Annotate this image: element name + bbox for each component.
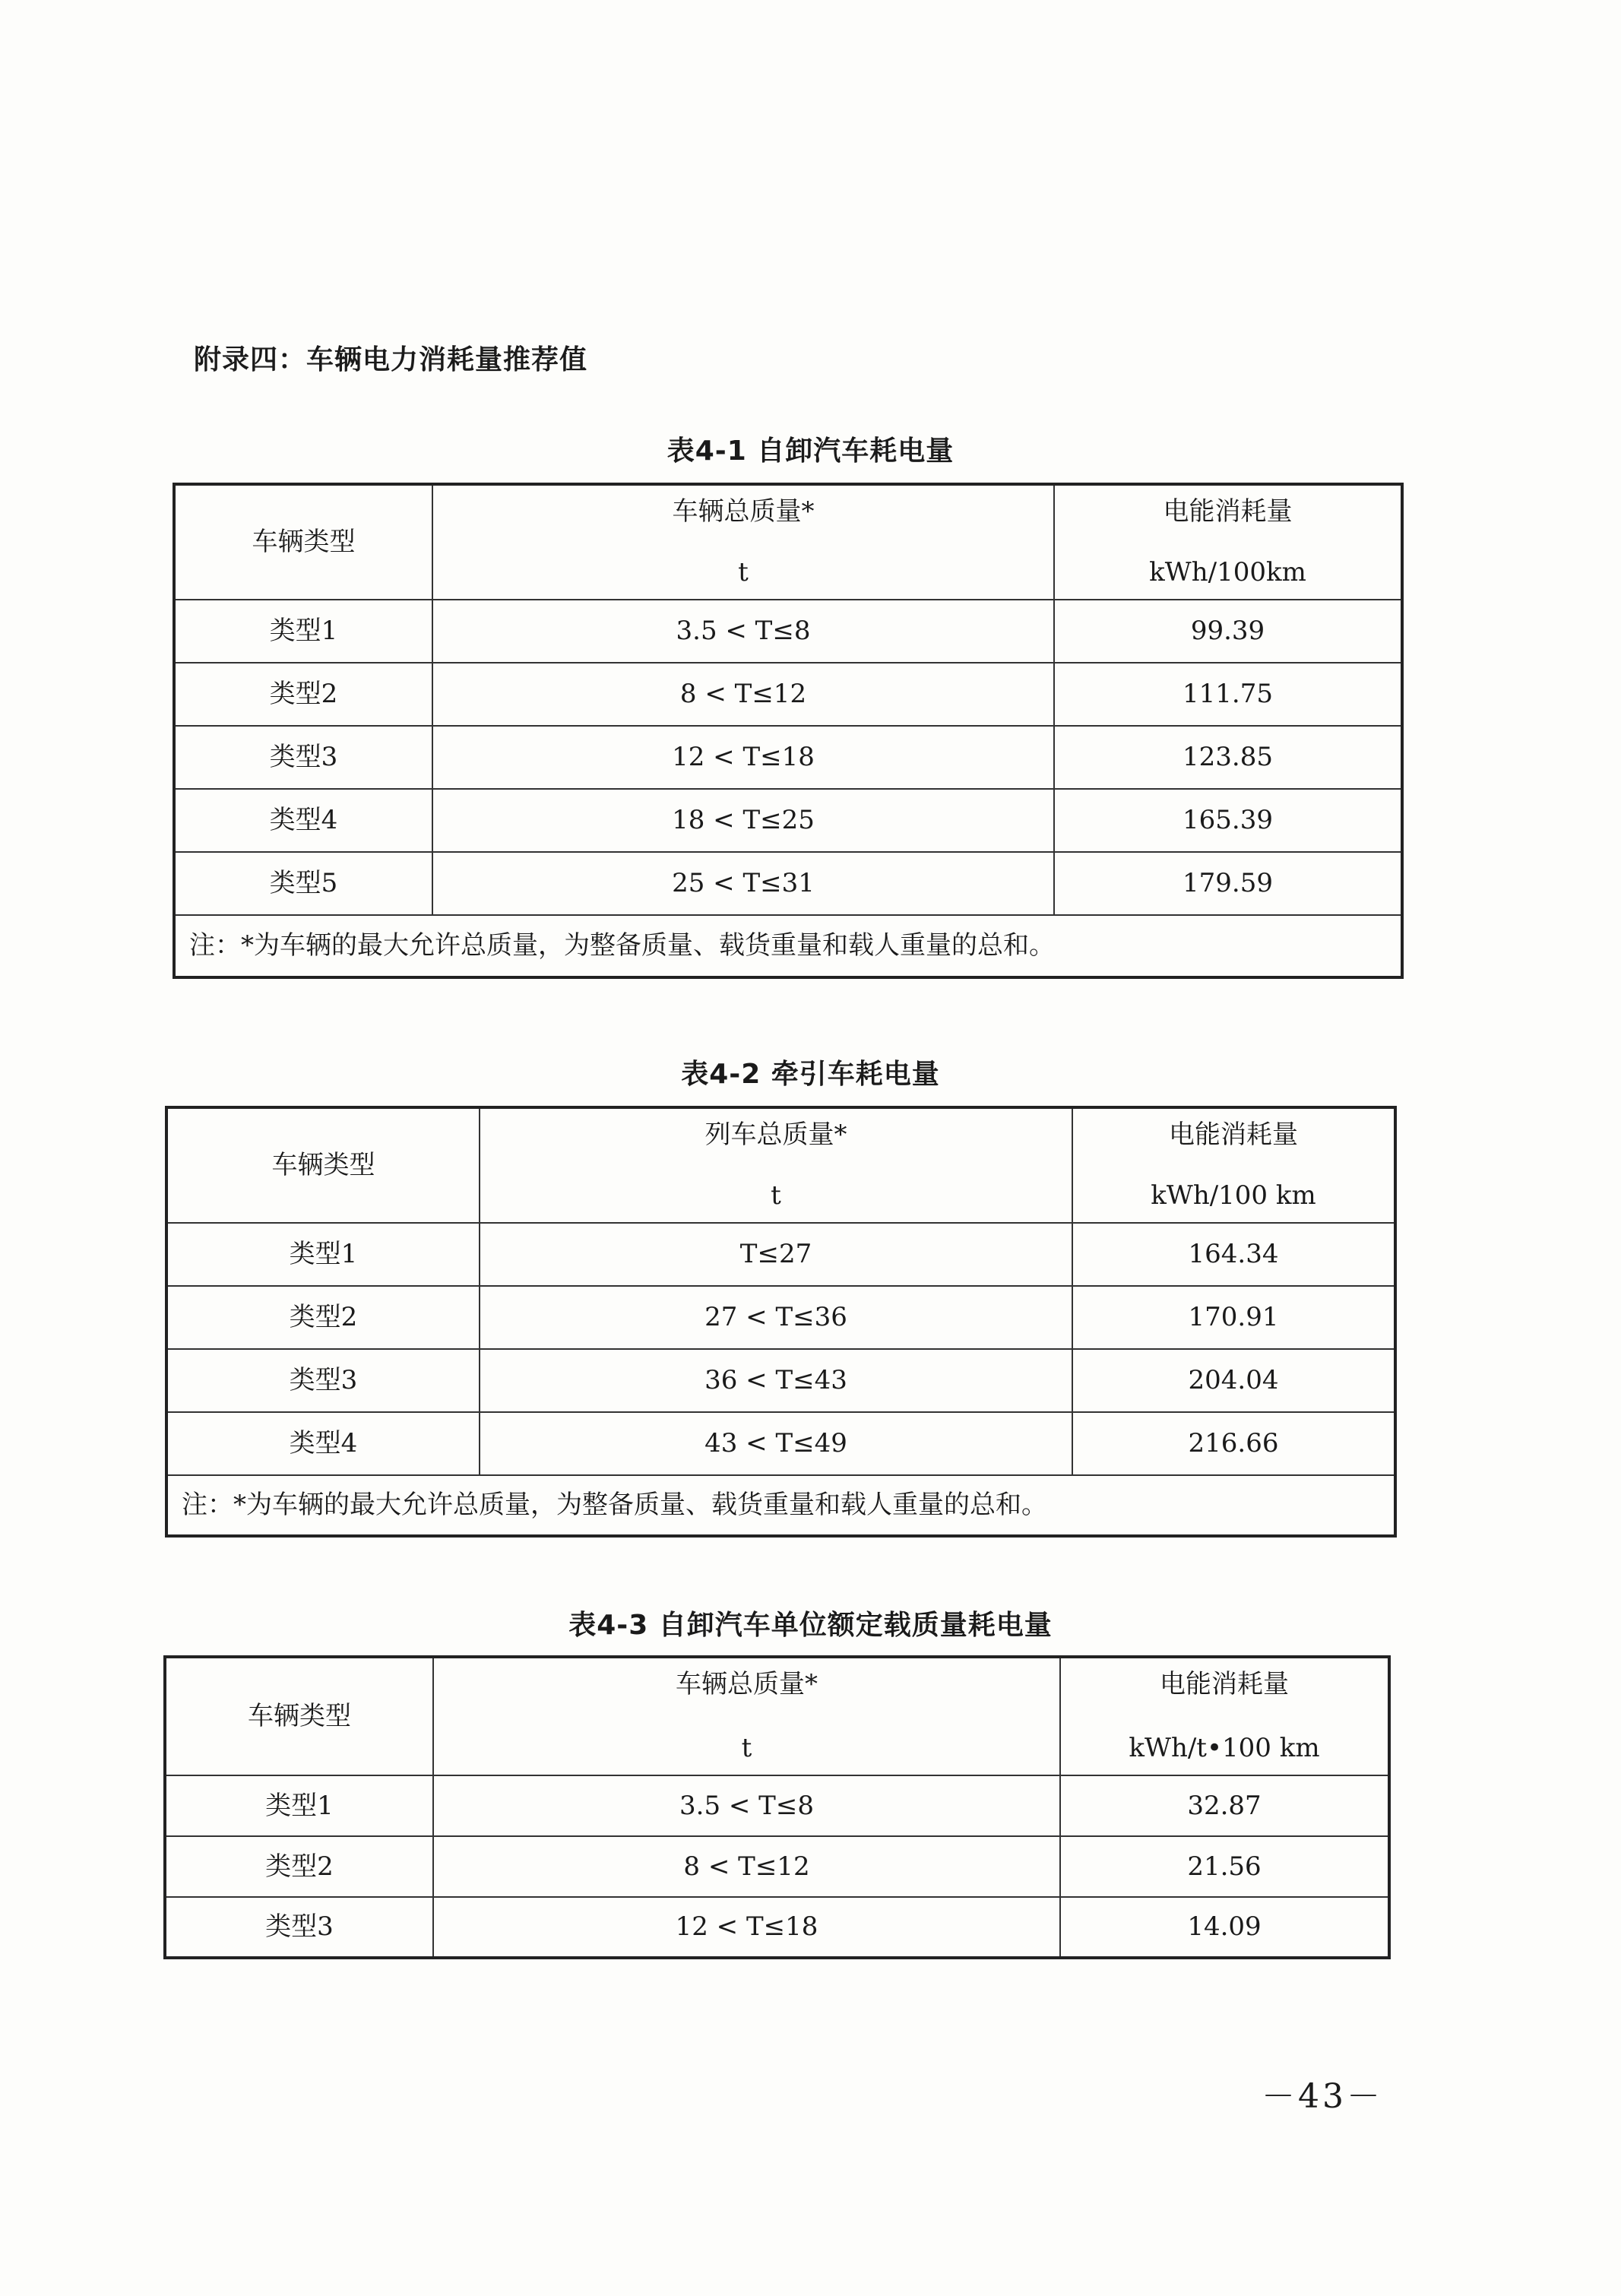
cell-mass-range: 43 < T≤49 bbox=[480, 1412, 1072, 1475]
cell-energy-value: 14.09 bbox=[1060, 1897, 1389, 1958]
table-note-row bbox=[166, 1475, 1395, 1536]
table-row bbox=[174, 852, 1402, 915]
table-note: 注：*为车辆的最大允许总质量，为整备质量、载货重量和载人重量的总和。 bbox=[174, 915, 1402, 977]
cell-type: 类型1 bbox=[166, 1223, 480, 1286]
header-mass: 列车总质量* bbox=[480, 1107, 1072, 1165]
header-mass: 车辆总质量* bbox=[433, 1657, 1060, 1716]
table-row bbox=[166, 1223, 1395, 1286]
table-header-row bbox=[166, 1107, 1395, 1165]
cell-type: 类型5 bbox=[174, 852, 432, 915]
table-header-row bbox=[174, 484, 1402, 542]
table-4-3 bbox=[163, 1655, 1391, 1959]
table-4-3-caption: 表4-3 自卸汽车单位额定载质量耗电量 bbox=[568, 1610, 1053, 1641]
header-mass-unit: t bbox=[480, 1165, 1072, 1223]
cell-type: 类型3 bbox=[166, 1349, 480, 1412]
cell-energy-value: 179.59 bbox=[1054, 852, 1402, 915]
cell-type: 类型4 bbox=[166, 1412, 480, 1475]
table-4-1 bbox=[173, 483, 1404, 979]
table-row bbox=[174, 600, 1402, 663]
cell-type: 类型4 bbox=[174, 789, 432, 852]
cell-energy-value: 164.34 bbox=[1072, 1223, 1395, 1286]
cell-energy-value: 21.56 bbox=[1060, 1836, 1389, 1897]
cell-energy-value: 170.91 bbox=[1072, 1286, 1395, 1349]
header-energy: 电能消耗量 bbox=[1054, 484, 1402, 542]
cell-mass-range: 3.5 < T≤8 bbox=[433, 1775, 1060, 1836]
header-energy: 电能消耗量 bbox=[1072, 1107, 1395, 1165]
cell-mass-range: 12 < T≤18 bbox=[433, 1897, 1060, 1958]
cell-energy-value: 204.04 bbox=[1072, 1349, 1395, 1412]
cell-mass-range: 25 < T≤31 bbox=[432, 852, 1054, 915]
cell-mass-range: 18 < T≤25 bbox=[432, 789, 1054, 852]
table-row bbox=[174, 789, 1402, 852]
cell-mass-range: 3.5 < T≤8 bbox=[432, 600, 1054, 663]
cell-energy-value: 32.87 bbox=[1060, 1775, 1389, 1836]
header-mass-unit: t bbox=[433, 1716, 1060, 1775]
cell-mass-range: T≤27 bbox=[480, 1223, 1072, 1286]
page-number: －43－ bbox=[1262, 2077, 1383, 2116]
header-vehicle-type: 车辆类型 bbox=[174, 484, 432, 600]
table-4-1-caption: 表4-1 自卸汽车耗电量 bbox=[666, 435, 955, 467]
cell-energy-value: 216.66 bbox=[1072, 1412, 1395, 1475]
table-row bbox=[166, 1349, 1395, 1412]
cell-mass-range: 8 < T≤12 bbox=[432, 663, 1054, 726]
cell-mass-range: 36 < T≤43 bbox=[480, 1349, 1072, 1412]
cell-type: 类型1 bbox=[174, 600, 432, 663]
cell-type: 类型2 bbox=[165, 1836, 433, 1897]
table-4-2 bbox=[165, 1106, 1397, 1538]
cell-type: 类型1 bbox=[165, 1775, 433, 1836]
cell-energy-value: 165.39 bbox=[1054, 789, 1402, 852]
table-row bbox=[165, 1836, 1389, 1897]
appendix-heading: 附录四：车辆电力消耗量推荐值 bbox=[194, 344, 588, 375]
table-note: 注：*为车辆的最大允许总质量，为整备质量、载货重量和载人重量的总和。 bbox=[166, 1475, 1395, 1536]
header-energy-unit: kWh/100 km bbox=[1072, 1165, 1395, 1223]
cell-mass-range: 8 < T≤12 bbox=[433, 1836, 1060, 1897]
header-energy-unit: kWh/100km bbox=[1054, 542, 1402, 600]
table-row bbox=[165, 1775, 1389, 1836]
header-vehicle-type: 车辆类型 bbox=[165, 1657, 433, 1775]
table-row bbox=[174, 663, 1402, 726]
cell-energy-value: 123.85 bbox=[1054, 726, 1402, 789]
table-header-row bbox=[165, 1657, 1389, 1716]
table-row bbox=[166, 1412, 1395, 1475]
cell-type: 类型2 bbox=[166, 1286, 480, 1349]
cell-type: 类型3 bbox=[174, 726, 432, 789]
header-energy: 电能消耗量 bbox=[1060, 1657, 1389, 1716]
cell-mass-range: 27 < T≤36 bbox=[480, 1286, 1072, 1349]
table-row bbox=[174, 726, 1402, 789]
header-vehicle-type: 车辆类型 bbox=[166, 1107, 480, 1223]
table-note-row bbox=[174, 915, 1402, 977]
header-mass: 车辆总质量* bbox=[432, 484, 1054, 542]
cell-energy-value: 111.75 bbox=[1054, 663, 1402, 726]
table-4-2-caption: 表4-2 牵引车耗电量 bbox=[681, 1059, 940, 1090]
cell-mass-range: 12 < T≤18 bbox=[432, 726, 1054, 789]
cell-type: 类型3 bbox=[165, 1897, 433, 1958]
table-row bbox=[166, 1286, 1395, 1349]
header-mass-unit: t bbox=[432, 542, 1054, 600]
cell-energy-value: 99.39 bbox=[1054, 600, 1402, 663]
table-row bbox=[165, 1897, 1389, 1958]
header-energy-unit: kWh/t•100 km bbox=[1060, 1716, 1389, 1775]
cell-type: 类型2 bbox=[174, 663, 432, 726]
